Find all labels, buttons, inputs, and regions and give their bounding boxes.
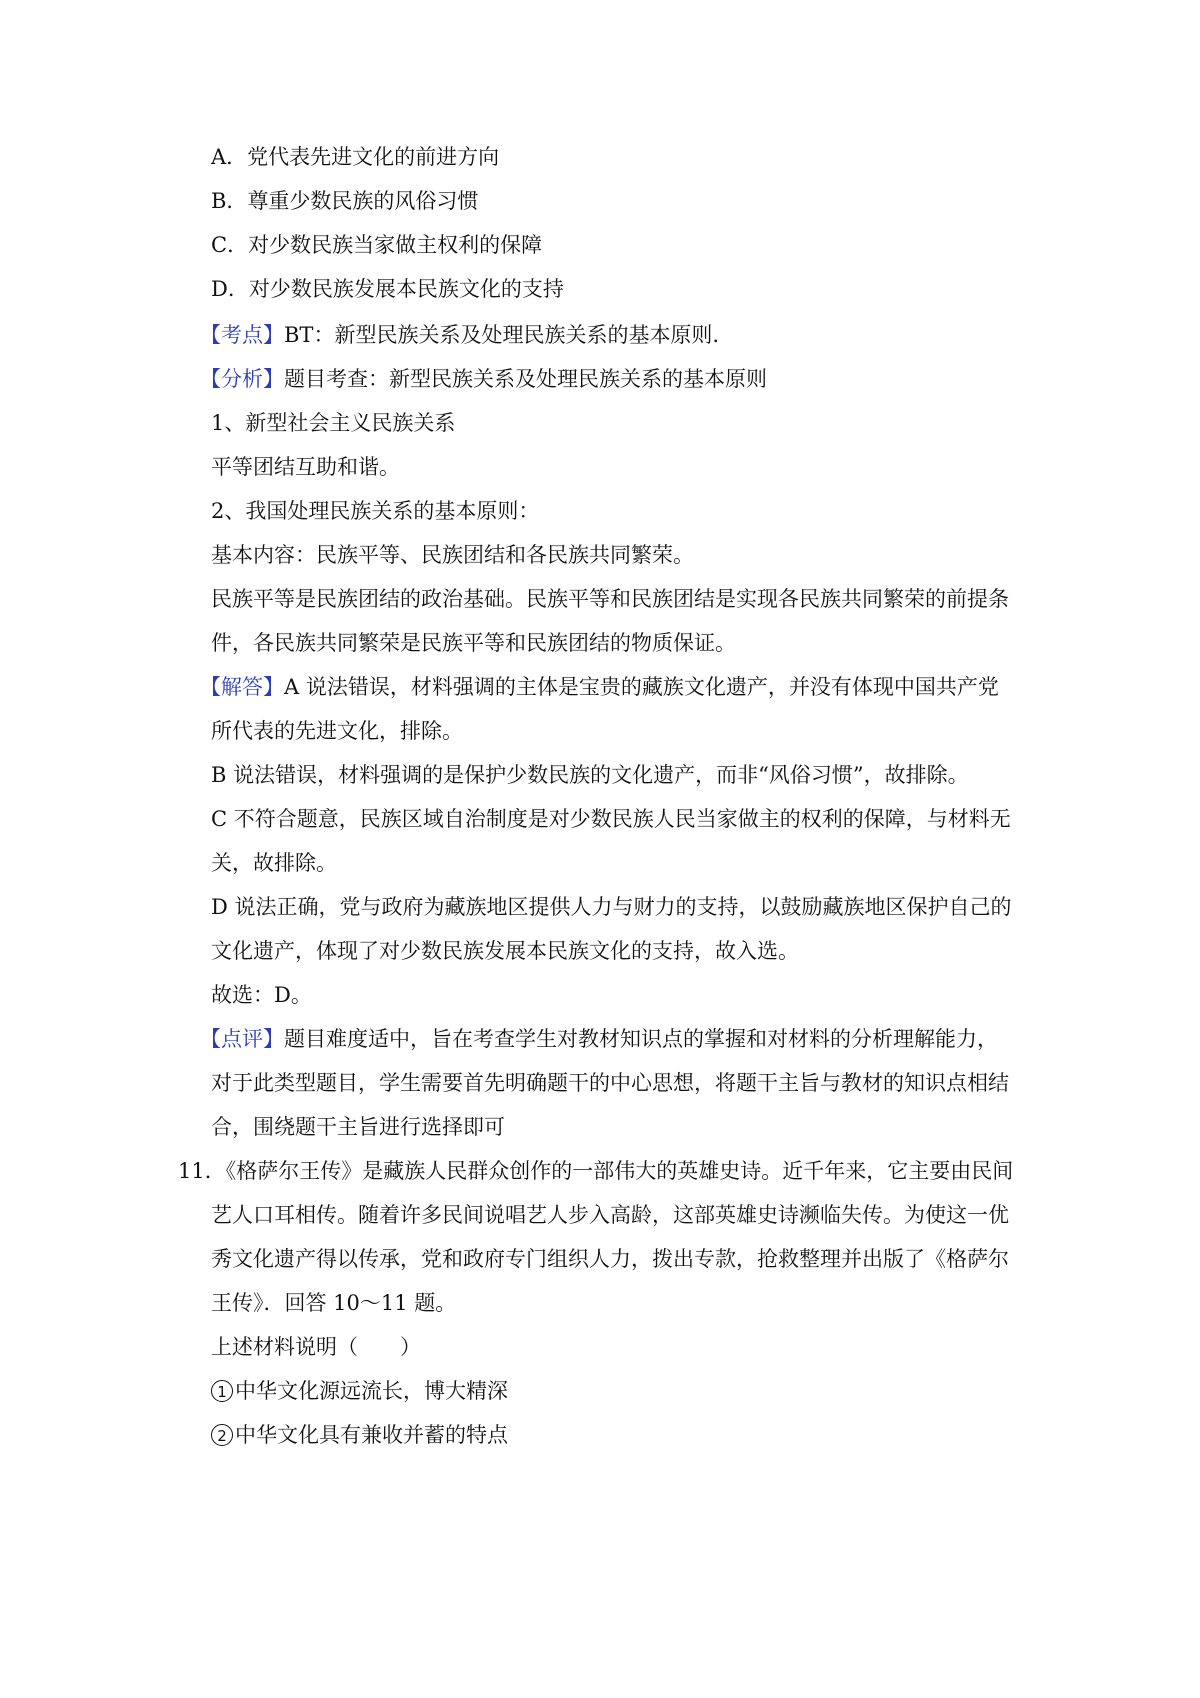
fenxi-line-4: 基本内容：民族平等、民族团结和各民族共同繁荣。 <box>211 543 694 567</box>
option-letter: B． <box>211 189 248 213</box>
circled-number-1: 1 <box>211 1380 233 1402</box>
kaodian-line <box>200 321 719 349</box>
option-text: 对少数民族发展本民族文化的支持 <box>248 277 564 301</box>
option-a <box>211 143 499 171</box>
option-letter: A． <box>211 145 248 169</box>
option-d <box>211 275 564 303</box>
fenxi-line-1: 1、新型社会主义民族关系 <box>211 411 456 435</box>
question-11-line-0 <box>178 1157 1013 1185</box>
jieda-line-7: 故选：D。 <box>211 983 312 1007</box>
dianping-label: 【点评】 <box>200 1027 284 1051</box>
jieda-line-4: 关，故排除。 <box>211 851 337 875</box>
fenxi-line-3: 2、我国处理民族关系的基本原则： <box>211 499 540 523</box>
jieda-line-2: B 说法错误，材料强调的是保护少数民族的文化遗产，而非“风俗习惯”，故排除。 <box>211 763 969 787</box>
option-text: 党代表先进文化的前进方向 <box>247 145 500 169</box>
option-c <box>211 231 542 259</box>
jieda-line-1: 所代表的先进文化，排除。 <box>211 719 463 743</box>
circled-number-2: 2 <box>211 1424 233 1446</box>
question-11-item-1 <box>211 1377 508 1405</box>
question-number: 11． <box>178 1159 226 1183</box>
option-letter: D． <box>211 277 249 301</box>
question-11-prompt: 上述材料说明（ ） <box>211 1335 421 1359</box>
fenxi-label: 【分析】 <box>200 367 284 391</box>
jieda-line-5: D 说法正确，党与政府为藏族地区提供人力与财力的支持，以鼓励藏族地区保护自己的 <box>211 895 1012 919</box>
kaodian-label: 【考点】 <box>200 323 284 347</box>
question-11-line-2: 秀文化遗产得以传承，党和政府专门组织人力，拨出专款，抢救整理并出版了《格萨尔 <box>211 1247 1009 1271</box>
fenxi-line-6: 件，各民族共同繁荣是民族平等和民族团结的物质保证。 <box>211 631 736 655</box>
question-text: 《格萨尔王传》是藏族人民群众创作的一部伟大的英雄史诗。近千年来，它主要由民间 <box>225 1159 1014 1183</box>
item-text: 中华文化具有兼收并蓄的特点 <box>235 1423 508 1447</box>
fenxi-line-5: 民族平等是民族团结的政治基础。民族平等和民族团结是实现各民族共同繁荣的前提条 <box>211 587 1009 611</box>
jieda-line-3: C 不符合题意，民族区域自治制度是对少数民族人民当家做主的权利的保障，与材料无 <box>211 807 1011 831</box>
dianping-line-2: 合，围绕题干主旨进行选择即可 <box>211 1115 505 1139</box>
jieda-line-6: 文化遗产，体现了对少数民族发展本民族文化的支持，故入选。 <box>211 939 799 963</box>
option-text: 对少数民族当家做主权利的保障 <box>248 233 543 257</box>
dianping-line-0 <box>200 1025 998 1053</box>
option-b <box>211 187 478 215</box>
item-text: 中华文化源远流长，博大精深 <box>235 1379 508 1403</box>
question-11-item-2 <box>211 1421 508 1449</box>
fenxi-text: 题目考查：新型民族关系及处理民族关系的基本原则 <box>284 367 767 391</box>
fenxi-line-2: 平等团结互助和谐。 <box>211 455 400 479</box>
option-letter: C． <box>211 233 249 257</box>
question-11-line-1: 艺人口耳相传。随着许多民间说唱艺人步入高龄，这部英雄史诗濒临失传。为使这一优 <box>211 1203 1009 1227</box>
jieda-text: A 说法错误，材料强调的主体是宝贵的藏族文化遗产，并没有体现中国共产党 <box>284 675 999 699</box>
dianping-text: 题目难度适中，旨在考查学生对教材知识点的掌握和对材料的分析理解能力， <box>284 1027 998 1051</box>
jieda-label: 【解答】 <box>200 675 284 699</box>
option-text: 尊重少数民族的风俗习惯 <box>247 189 479 213</box>
kaodian-text: BT：新型民族关系及处理民族关系的基本原则. <box>284 323 720 347</box>
jieda-line-0 <box>200 673 999 701</box>
question-11-line-3: 王传》．回答 10～11 题。 <box>211 1291 457 1315</box>
dianping-line-1: 对于此类型题目，学生需要首先明确题干的中心思想，将题干主旨与教材的知识点相结 <box>211 1071 1009 1095</box>
fenxi-line-0 <box>200 365 767 393</box>
